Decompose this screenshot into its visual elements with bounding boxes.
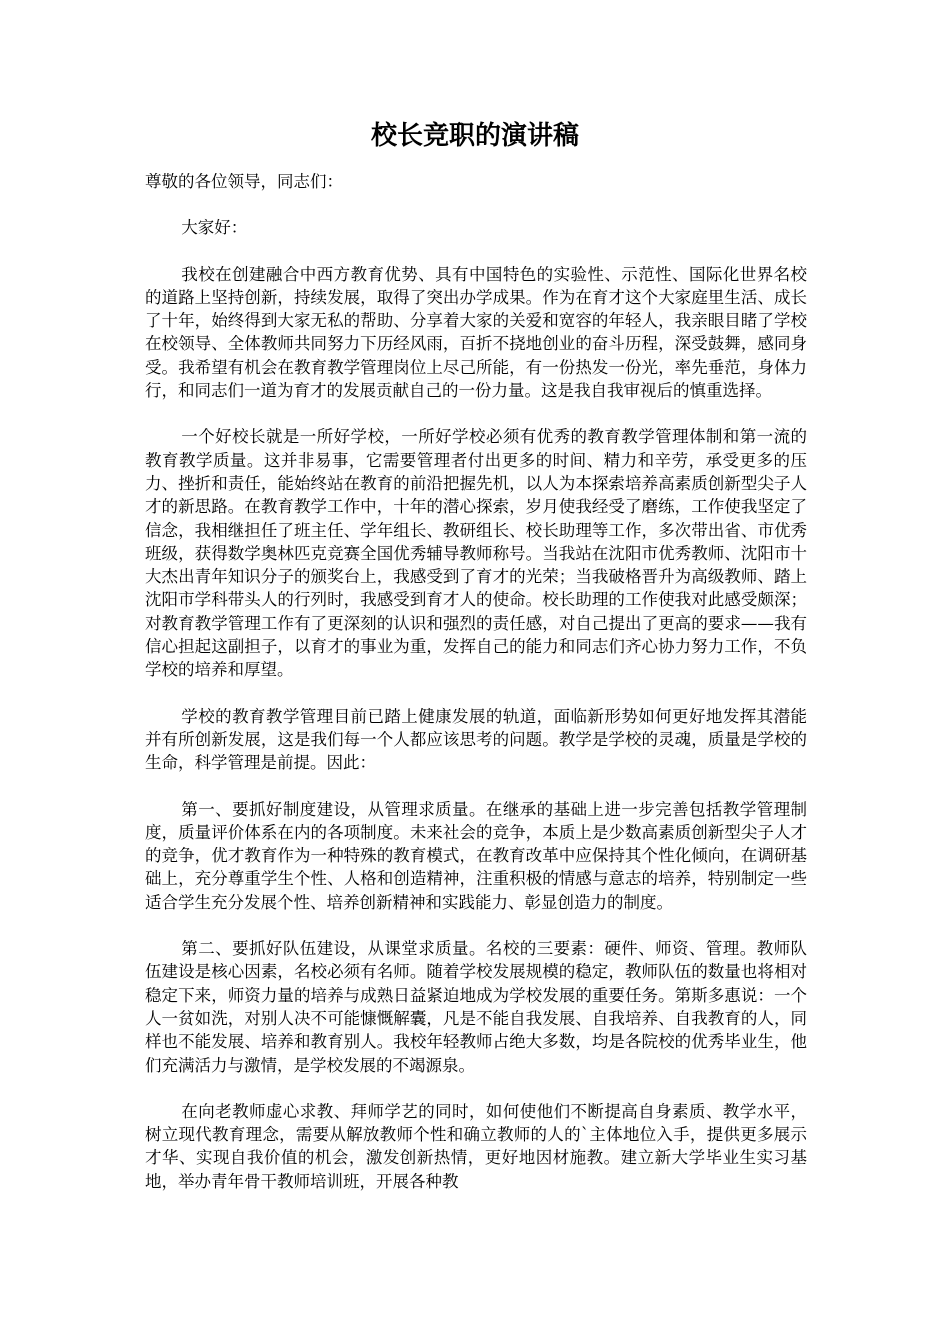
greeting: 大家好：: [181, 218, 248, 238]
document-title: 校长竞职的演讲稿: [370, 121, 579, 151]
paragraph: 第二、要抓好队伍建设，从课堂求质量。名校的三要素：硬件、师资、管理。教师队伍建设是核心因素，名校必须有名师。随着学校发展规模的稳定，教师队伍的数量也将相对稳定下来，师资力量的培养与成熟日益紧迫地成为学校发展的重要任务。第斯多惠说：一个人一贫如洗，对别人决不可能慷慨解囊，凡是不能自我发展、自我培养、自我教育的人，同样也不能发展、培养和教育别人。我校年轻教师占绝大多数，均是各院校的优秀毕业生，他们充满活力与激情，是学校发展的不竭源泉。: [145, 939, 807, 1075]
document-body: [145, 170, 807, 1216]
paragraph: 一个好校长就是一所好学校，一所好学校必须有优秀的教育教学管理体制和第一流的教育教学质量。这并非易事，它需要管理者付出更多的时间、精力和辛劳，承受更多的压力、挫折和责任，能始终站在教育的前沿把握先机，以人为本探索培养高素质创新型尖子人才的新思路。在教育教学工作中，十年的潜心探索，岁月使我经受了磨练，工作使我坚定了信念，我相继担任了班主任、学年组长、教研组长、校长助理等工作，多次带出省、市优秀班级，获得数学奥林匹克竞赛全国优秀辅导教师称号。当我站在沈阳市优秀教师、沈阳市十大杰出青年知识分子的颁奖台上，我感受到了育才的光荣；当我破格晋升为高级教师、踏上沈阳市学科带头人的行列时，我感受到育才人的使命。校长助理的工作使我对此感受颇深；对教育教学管理工作有了更深刻的认识和强烈的责任感，对自己提出了更高的要求——我有信心担起这副担子，以育才的事业为重，发挥自己的能力和同志们齐心协力努力工作，不负学校的培养和厚望。: [145, 427, 807, 680]
paragraph: 我校在创建融合中西方教育优势、具有中国特色的实验性、示范性、国际化世界名校的道路上坚持创新，持续发展，取得了突出办学成果。作为在育才这个大家庭里生活、成长了十年，始终得到大家无私的帮助、分享着大家的关爱和宽容的年轻人，我亲眼目睹了学校在校领导、全体教师共同努力下历经风雨，百折不挠地创业的奋斗历程，深受鼓舞，感同身受。我希望有机会在教育教学管理岗位上尽己所能，有一份热发一份光，率先垂范，身体力行，和同志们一道为育才的发展贡献自己的一份力量。这是我自我审视后的慎重选择。: [145, 264, 807, 401]
salutation: 尊敬的各位领导，同志们：: [145, 172, 343, 191]
paragraph: 学校的教育教学管理目前已踏上健康发展的轨道，面临新形势如何更好地发挥其潜能并有所创新发展，这是我们每一个人都应该思考的问题。教学是学校的灵魂，质量是学校的生命，科学管理是前提。因此：: [145, 706, 807, 773]
paragraph: 在向老教师虚心求教、拜师学艺的同时，如何使他们不断提高自身素质、教学水平，树立现代教育理念，需要从解放教师个性和确立教师的人的`主体地位入手，提供更多展示才华、实现自我价值的机会，激发创新热情，更好地因材施教。建立新大学毕业生实习基地，举办青年骨干教师培训班，开展各种教: [145, 1101, 807, 1191]
paragraph: 第一、要抓好制度建设，从管理求质量。在继承的基础上进一步完善包括教学管理制度，质量评价体系在内的各项制度。未来社会的竞争，本质上是少数高素质创新型尖子人才的竞争，优才教育作为一种特殊的教育模式，在教育改革中应保持其个性化倾向，在调研基础上，充分尊重学生个性、人格和创造精神，注重积极的情感与意志的培养，特别制定一些适合学生充分发展个性、培养创新精神和实践能力、彰显创造力的制度。: [145, 799, 807, 912]
